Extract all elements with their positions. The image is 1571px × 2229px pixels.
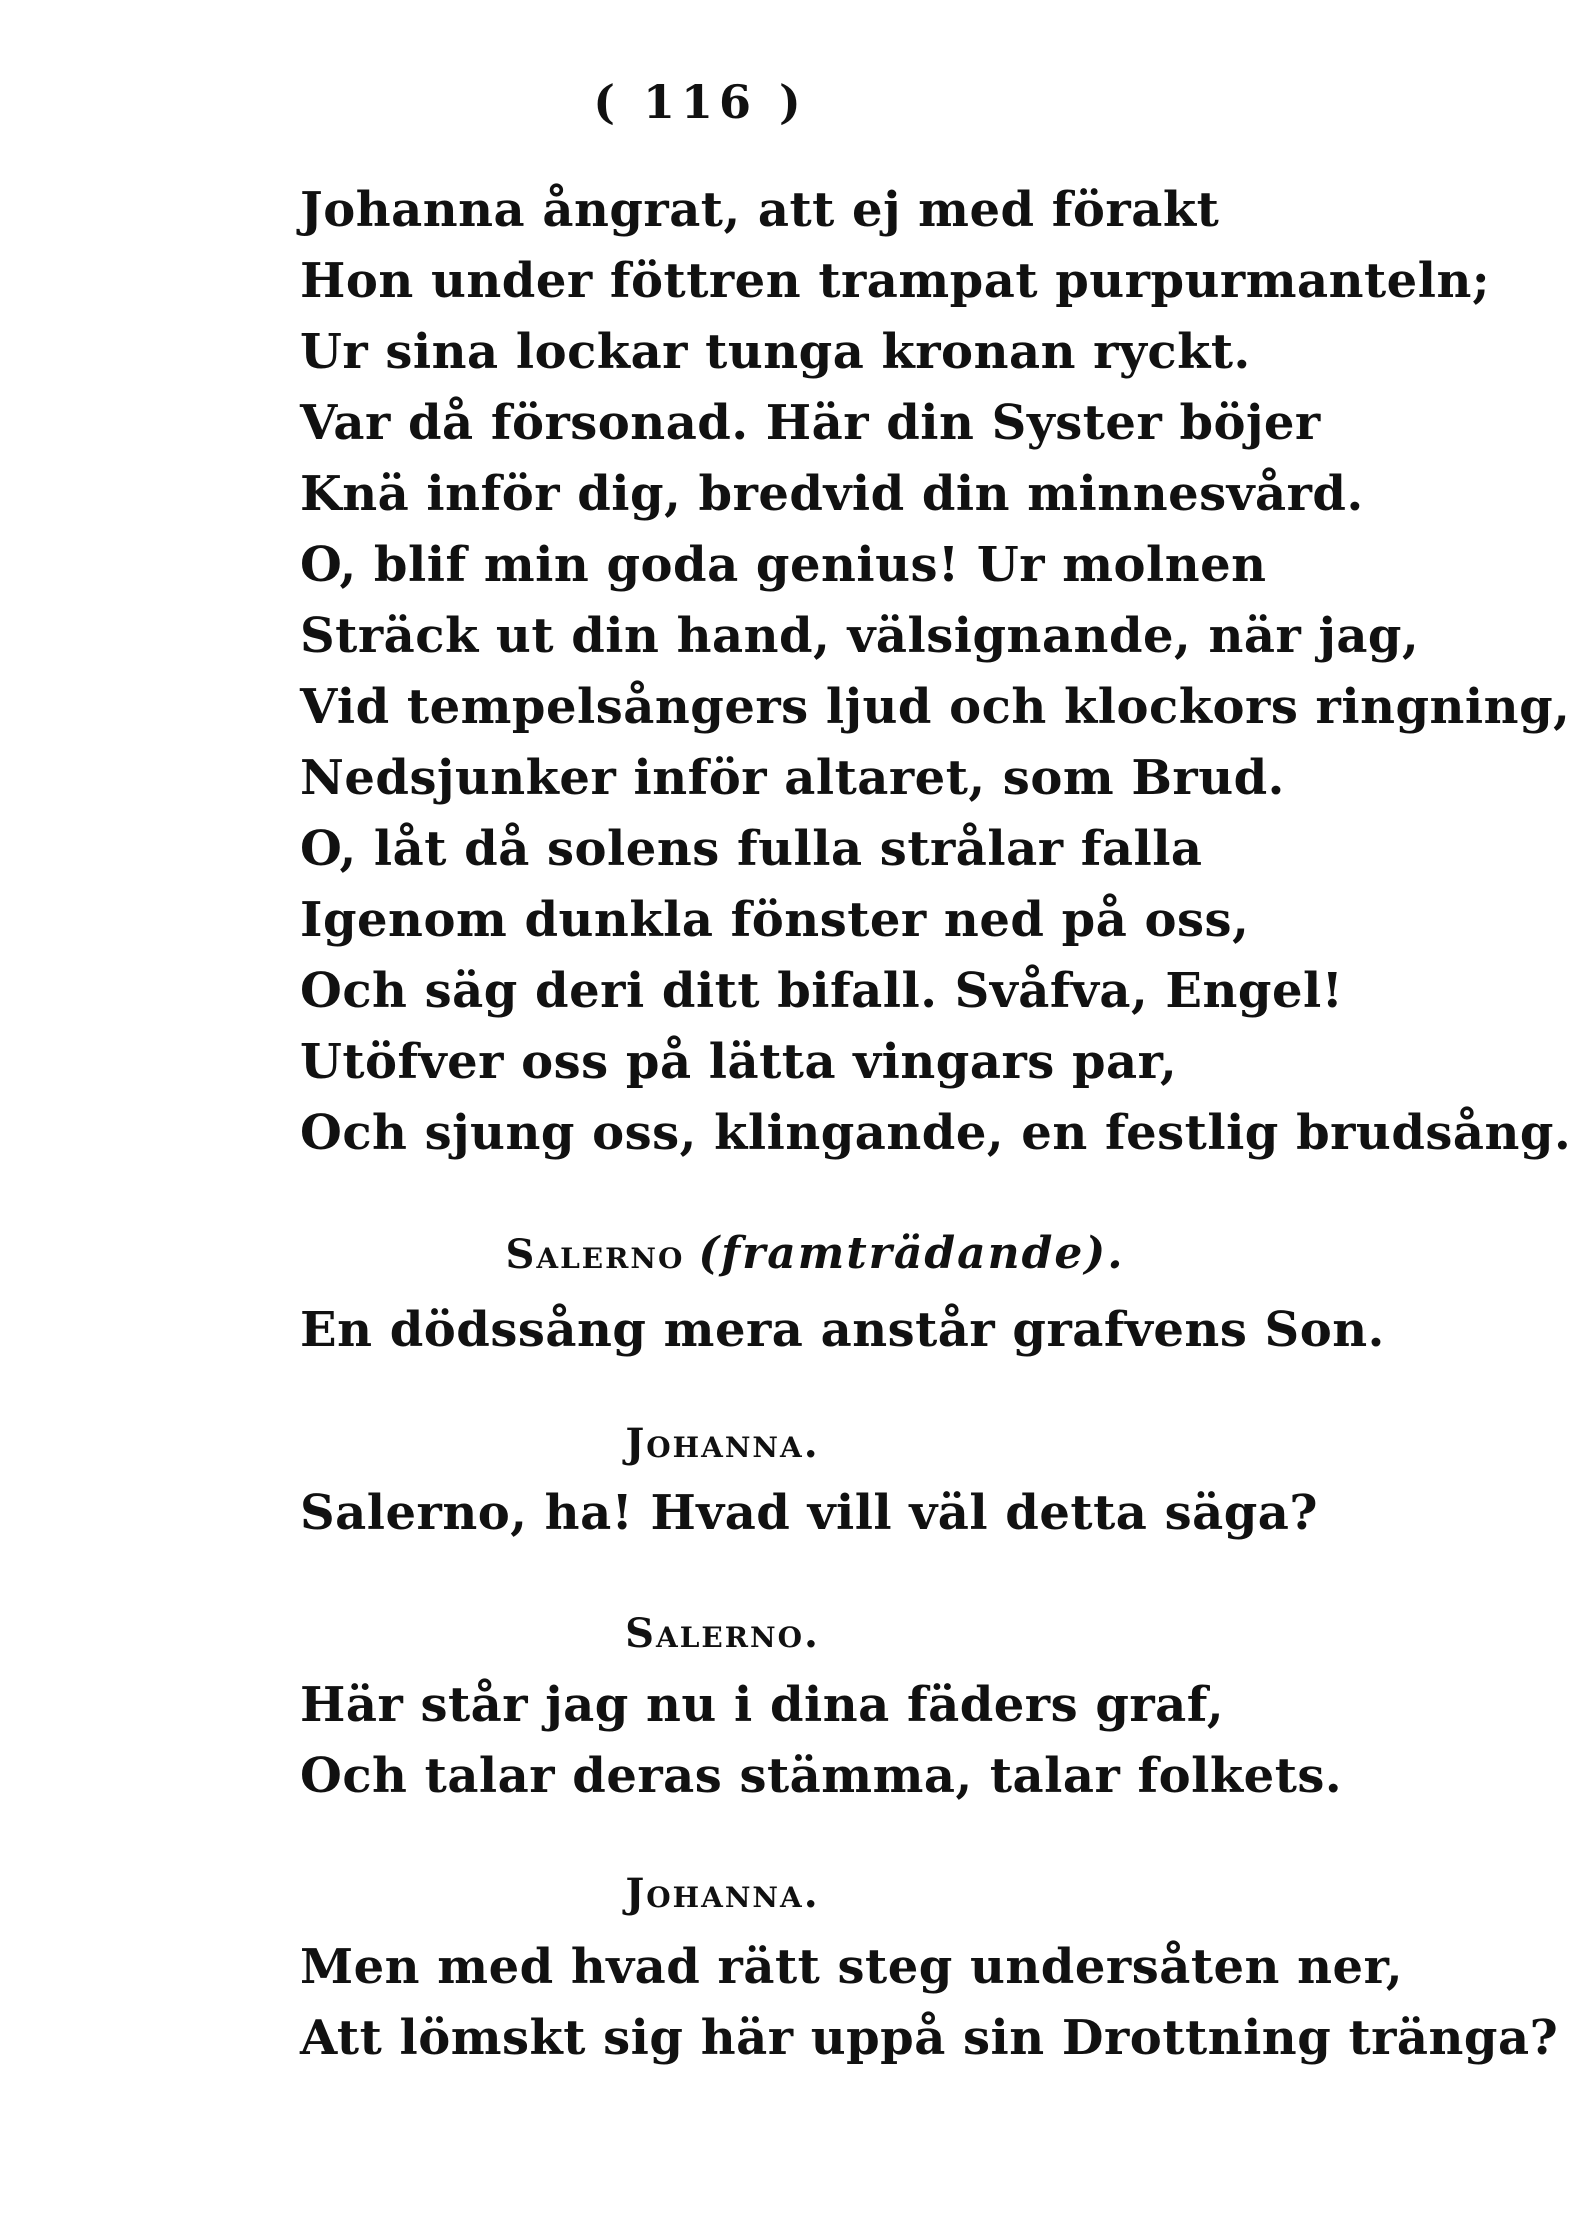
verse-line: Salerno, ha! Hvad vill väl detta säga?	[300, 1485, 1318, 1541]
verse-block-2	[300, 1295, 1385, 1366]
verse-line: O, låt då solens fulla strålar falla	[300, 821, 1203, 877]
speaker-name: Johanna.	[625, 1870, 820, 1917]
speaker-name: Salerno.	[625, 1610, 820, 1657]
verse-line: Och sjung oss, klingande, en festlig brudsång.	[300, 1105, 1571, 1161]
verse-line: Att lömskt sig här uppå sin Drottning tränga?	[300, 2010, 1559, 2066]
verse-block-1	[300, 175, 1571, 1169]
verse-line: Igenom dunkla fönster ned på oss,	[300, 892, 1250, 948]
verse-line: Utöfver oss på lätta vingars par,	[300, 1034, 1178, 1090]
speaker-name: Salerno	[505, 1231, 685, 1278]
verse-line: Sträck ut din hand, välsignande, när jag,	[300, 608, 1420, 664]
stage-direction: (framträdande).	[698, 1228, 1125, 1279]
verse-line: O, blif min goda genius! Ur molnen	[300, 537, 1267, 593]
verse-block-4	[300, 1670, 1360, 1812]
page-number: ( 116 )	[593, 75, 807, 129]
verse-line: En dödssång mera anstår grafvens Son.	[300, 1302, 1385, 1358]
speaker-name: Johanna.	[625, 1420, 820, 1467]
verse-line: Och talar deras stämma, talar folkets.	[300, 1748, 1343, 1804]
verse-line: Ur sina lockar tunga kronan ryckt.	[300, 324, 1251, 380]
verse-line: Här står jag nu i dina fäders graf,	[300, 1677, 1225, 1733]
verse-line: Men med hvad rätt steg undersåten ner,	[300, 1939, 1404, 1995]
speaker-heading-salerno	[0, 1228, 1400, 1279]
speaker-heading-salerno	[0, 1610, 1400, 1657]
verse-line: Johanna ångrat, att ej med förakt	[300, 182, 1220, 238]
speaker-heading-johanna	[0, 1870, 1400, 1917]
verse-block-3	[300, 1478, 1360, 1549]
verse-line: Var då försonad. Här din Syster böjer	[300, 395, 1321, 451]
verse-line: Och säg deri ditt bifall. Svåfva, Engel!	[300, 963, 1344, 1019]
verse-line: Knä inför dig, bredvid din minnesvård.	[300, 466, 1364, 522]
verse-line: Vid tempelsångers ljud och klockors ringning,	[300, 679, 1571, 735]
verse-block-5	[300, 1932, 1559, 2074]
verse-line: Nedsjunker inför altaret, som Brud.	[300, 750, 1285, 806]
verse-line: Hon under föttren trampat purpurmanteln;	[300, 253, 1491, 309]
speaker-heading-johanna	[0, 1420, 1400, 1467]
